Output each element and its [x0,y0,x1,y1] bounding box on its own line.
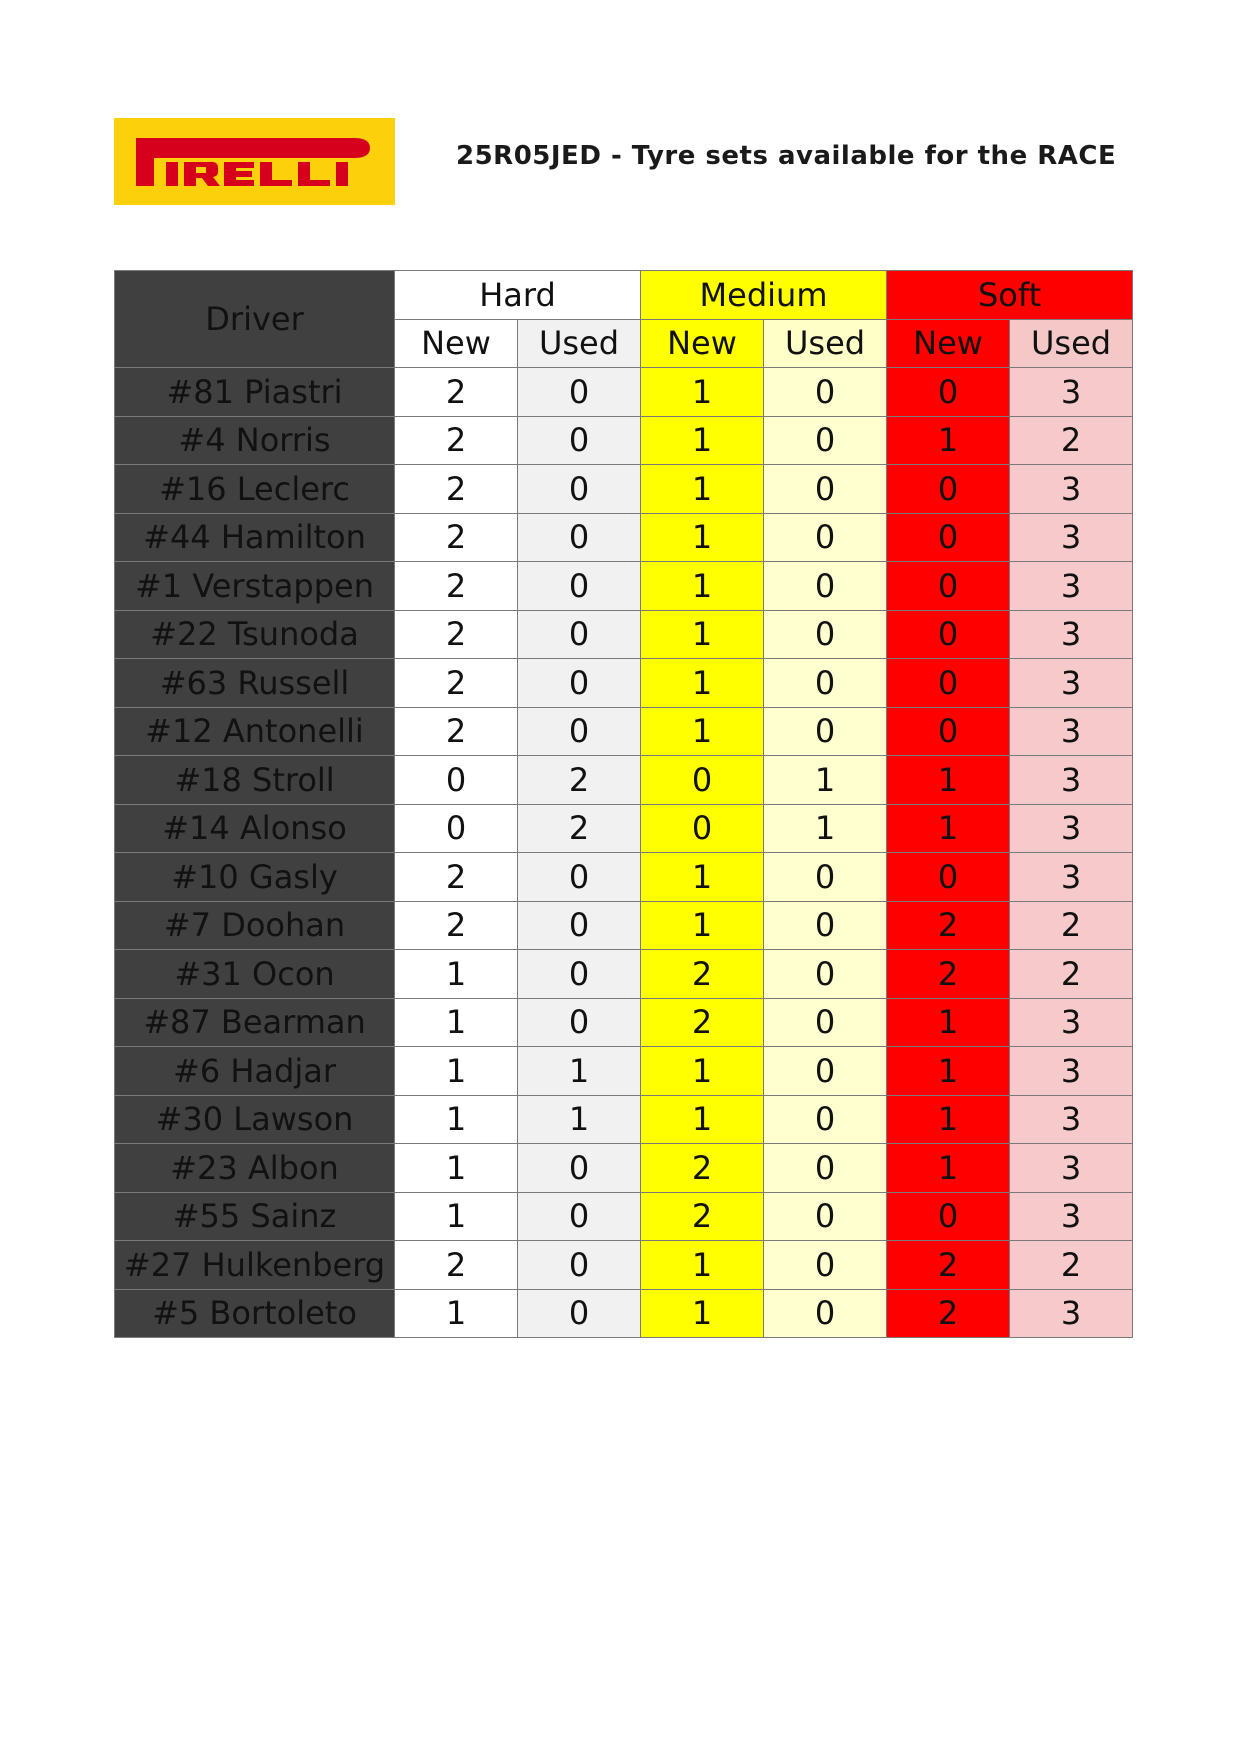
soft-used-cell: 3 [1010,659,1133,708]
table-row [115,1144,1133,1193]
table-row [115,756,1133,805]
medium-new-cell: 1 [641,901,764,950]
medium-new-cell: 1 [641,853,764,902]
hard-used-cell: 2 [518,756,641,805]
driver-name: #4 Norris [115,416,395,465]
soft-new-cell: 0 [887,465,1010,514]
hard-used-cell: 0 [518,610,641,659]
soft-used-cell: 3 [1010,1192,1133,1241]
medium-new-cell: 1 [641,465,764,514]
soft-used-header: Used [1010,319,1133,368]
table-row [115,1192,1133,1241]
table-row [115,368,1133,417]
hard-new-header: New [395,319,518,368]
driver-name: #5 Bortoleto [115,1289,395,1338]
driver-name: #1 Verstappen [115,562,395,611]
medium-new-cell: 1 [641,659,764,708]
medium-new-cell: 1 [641,1241,764,1290]
driver-name: #27 Hulkenberg [115,1241,395,1290]
medium-used-cell: 0 [764,416,887,465]
hard-new-cell: 1 [395,1192,518,1241]
soft-used-cell: 3 [1010,998,1133,1047]
medium-used-cell: 0 [764,610,887,659]
driver-name: #16 Leclerc [115,465,395,514]
table-row [115,1241,1133,1290]
soft-new-cell: 0 [887,513,1010,562]
table-row [115,901,1133,950]
hard-compound-header: Hard [395,271,641,320]
soft-new-cell: 2 [887,1289,1010,1338]
tyre-sets-table [114,270,1133,1338]
soft-used-cell: 3 [1010,1289,1133,1338]
medium-new-cell: 1 [641,368,764,417]
soft-used-cell: 2 [1010,416,1133,465]
soft-used-cell: 3 [1010,707,1133,756]
soft-new-cell: 0 [887,562,1010,611]
hard-new-cell: 1 [395,1095,518,1144]
medium-used-cell: 0 [764,1241,887,1290]
driver-name: #23 Albon [115,1144,395,1193]
soft-new-cell: 2 [887,1241,1010,1290]
medium-used-cell: 0 [764,901,887,950]
medium-compound-header: Medium [641,271,887,320]
soft-new-cell: 1 [887,1095,1010,1144]
soft-used-cell: 3 [1010,1144,1133,1193]
hard-used-cell: 0 [518,562,641,611]
hard-used-cell: 0 [518,707,641,756]
hard-used-cell: 0 [518,901,641,950]
medium-new-cell: 1 [641,416,764,465]
soft-new-cell: 1 [887,998,1010,1047]
pirelli-logo-wordmark [114,118,395,205]
driver-name: #55 Sainz [115,1192,395,1241]
table-row [115,1289,1133,1338]
hard-new-cell: 2 [395,610,518,659]
soft-compound-header: Soft [887,271,1133,320]
hard-new-cell: 0 [395,804,518,853]
soft-used-cell: 3 [1010,804,1133,853]
medium-used-cell: 0 [764,659,887,708]
hard-new-cell: 1 [395,998,518,1047]
medium-used-cell: 0 [764,513,887,562]
soft-new-cell: 0 [887,659,1010,708]
medium-used-cell: 0 [764,1095,887,1144]
driver-column-header: Driver [115,271,395,368]
hard-new-cell: 2 [395,1241,518,1290]
hard-new-cell: 1 [395,1144,518,1193]
medium-new-cell: 1 [641,562,764,611]
hard-used-cell: 2 [518,804,641,853]
medium-used-cell: 0 [764,707,887,756]
soft-new-cell: 2 [887,901,1010,950]
hard-new-cell: 2 [395,901,518,950]
medium-used-cell: 0 [764,1289,887,1338]
hard-used-cell: 0 [518,416,641,465]
soft-new-cell: 1 [887,416,1010,465]
pirelli-logo [114,118,395,205]
driver-name: #10 Gasly [115,853,395,902]
medium-new-cell: 1 [641,1095,764,1144]
medium-new-cell: 2 [641,998,764,1047]
medium-used-cell: 0 [764,1047,887,1096]
hard-used-cell: 1 [518,1047,641,1096]
table-row [115,659,1133,708]
driver-name: #81 Piastri [115,368,395,417]
hard-used-cell: 0 [518,998,641,1047]
driver-name: #87 Bearman [115,998,395,1047]
table-row [115,562,1133,611]
table-row [115,1047,1133,1096]
soft-new-cell: 0 [887,853,1010,902]
medium-new-cell: 2 [641,1144,764,1193]
soft-used-cell: 3 [1010,368,1133,417]
soft-new-cell: 1 [887,1144,1010,1193]
table-row [115,610,1133,659]
hard-used-header: Used [518,319,641,368]
hard-used-cell: 0 [518,513,641,562]
hard-new-cell: 2 [395,659,518,708]
driver-name: #63 Russell [115,659,395,708]
hard-used-cell: 0 [518,368,641,417]
medium-used-cell: 1 [764,804,887,853]
driver-name: #14 Alonso [115,804,395,853]
driver-name: #31 Ocon [115,950,395,999]
hard-used-cell: 0 [518,1144,641,1193]
soft-new-cell: 0 [887,1192,1010,1241]
table-row [115,465,1133,514]
medium-new-cell: 2 [641,950,764,999]
medium-used-cell: 1 [764,756,887,805]
soft-new-cell: 1 [887,1047,1010,1096]
soft-used-cell: 3 [1010,513,1133,562]
medium-used-cell: 0 [764,998,887,1047]
medium-new-cell: 0 [641,756,764,805]
medium-new-cell: 0 [641,804,764,853]
driver-name: #6 Hadjar [115,1047,395,1096]
table-row [115,416,1133,465]
soft-new-cell: 2 [887,950,1010,999]
soft-used-cell: 3 [1010,1047,1133,1096]
driver-name: #18 Stroll [115,756,395,805]
medium-new-cell: 1 [641,707,764,756]
driver-name: #12 Antonelli [115,707,395,756]
soft-used-cell: 3 [1010,610,1133,659]
medium-new-cell: 1 [641,610,764,659]
hard-new-cell: 2 [395,562,518,611]
hard-used-cell: 0 [518,1241,641,1290]
hard-used-cell: 1 [518,1095,641,1144]
table-row [115,1095,1133,1144]
table-row [115,707,1133,756]
hard-new-cell: 2 [395,368,518,417]
hard-new-cell: 1 [395,950,518,999]
table-row [115,513,1133,562]
hard-used-cell: 0 [518,1192,641,1241]
medium-new-cell: 2 [641,1192,764,1241]
table-row [115,853,1133,902]
driver-name: #22 Tsunoda [115,610,395,659]
driver-name: #7 Doohan [115,901,395,950]
hard-new-cell: 0 [395,756,518,805]
medium-used-cell: 0 [764,1144,887,1193]
medium-used-cell: 0 [764,950,887,999]
table-row [115,950,1133,999]
soft-used-cell: 2 [1010,901,1133,950]
medium-new-cell: 1 [641,513,764,562]
soft-used-cell: 3 [1010,756,1133,805]
medium-used-cell: 0 [764,562,887,611]
medium-used-cell: 0 [764,853,887,902]
medium-new-cell: 1 [641,1289,764,1338]
hard-new-cell: 1 [395,1289,518,1338]
medium-used-cell: 0 [764,1192,887,1241]
hard-new-cell: 2 [395,707,518,756]
table-row [115,804,1133,853]
soft-new-cell: 1 [887,804,1010,853]
hard-used-cell: 0 [518,659,641,708]
soft-new-header: New [887,319,1010,368]
driver-name: #44 Hamilton [115,513,395,562]
medium-new-header: New [641,319,764,368]
soft-used-cell: 3 [1010,853,1133,902]
hard-used-cell: 0 [518,950,641,999]
medium-new-cell: 1 [641,1047,764,1096]
soft-new-cell: 1 [887,756,1010,805]
soft-new-cell: 0 [887,610,1010,659]
medium-used-cell: 0 [764,465,887,514]
table-row [115,998,1133,1047]
hard-new-cell: 2 [395,853,518,902]
hard-new-cell: 2 [395,513,518,562]
medium-used-cell: 0 [764,368,887,417]
hard-used-cell: 0 [518,853,641,902]
page-title: 25R05JED - Tyre sets available for the RACE [456,141,1117,171]
soft-used-cell: 3 [1010,465,1133,514]
hard-new-cell: 2 [395,416,518,465]
hard-used-cell: 0 [518,1289,641,1338]
driver-name: #30 Lawson [115,1095,395,1144]
soft-new-cell: 0 [887,368,1010,417]
hard-used-cell: 0 [518,465,641,514]
soft-new-cell: 0 [887,707,1010,756]
soft-used-cell: 3 [1010,1095,1133,1144]
hard-new-cell: 1 [395,1047,518,1096]
soft-used-cell: 2 [1010,950,1133,999]
medium-used-header: Used [764,319,887,368]
soft-used-cell: 2 [1010,1241,1133,1290]
soft-used-cell: 3 [1010,562,1133,611]
hard-new-cell: 2 [395,465,518,514]
